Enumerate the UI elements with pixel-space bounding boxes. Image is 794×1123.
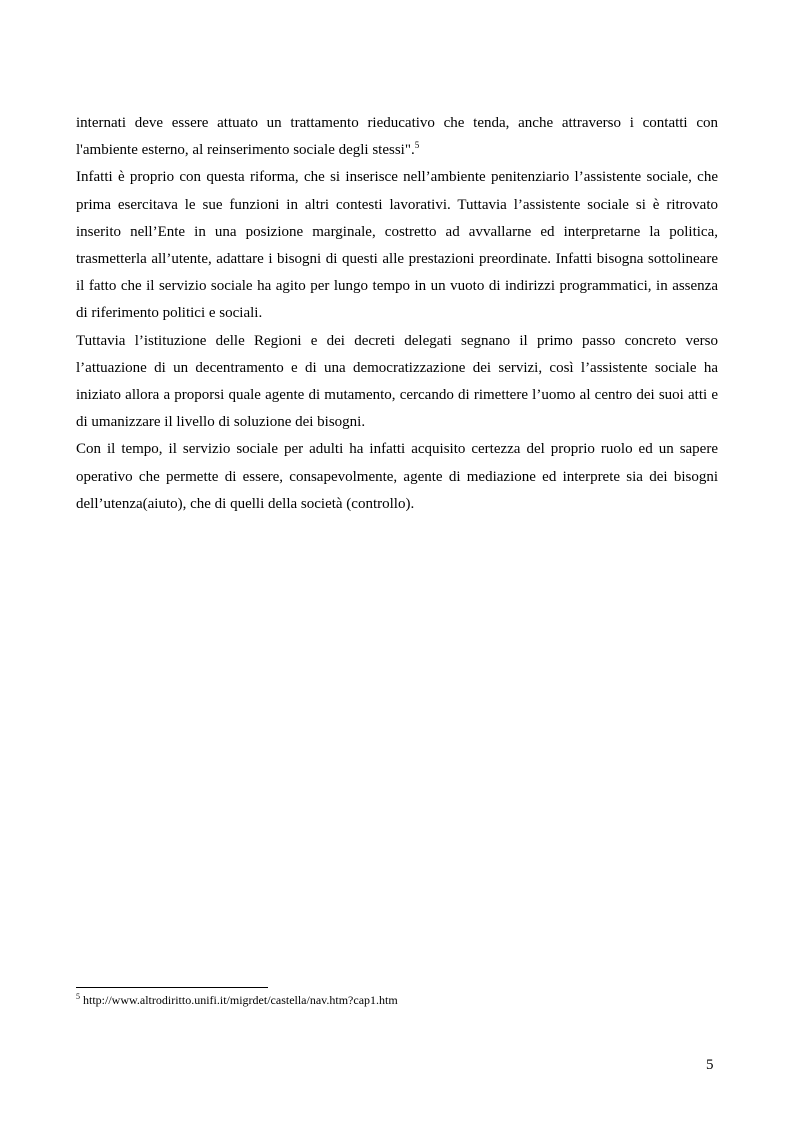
footnote-link[interactable]: http://www.altrodiritto.unifi.it/migrdet/castella/nav.htm?cap1.htm	[80, 993, 398, 1007]
paragraph-2: Infatti è proprio con questa riforma, che si inserisce nell’ambiente penitenziario l’assistente sociale, che prima esercitava le sue funzioni in altri contesti lavorativi. Tuttavia l’assistente sociale si è ritrovato inserito nell’Ente in una posizione marginale, costretto ad avvallarne ed interpretarne la politica, trasmetterla all’utente, adattare i bisogni di questi alle prestazioni preordinate. Infatti bisogna sottolineare il fatto che il servizio sociale ha agito per lungo tempo in un vuoto di indirizzi programmatici, in assenza di riferimento politici e sociali.	[76, 169, 718, 322]
footnote-divider	[76, 987, 268, 988]
paragraph-1	[76, 110, 718, 164]
paragraph-1-text: internati deve essere attuato un trattamento rieducativo che tenda, anche attraverso i contatti con l'ambiente esterno, al reinserimento sociale degli stessi".	[76, 115, 718, 159]
main-text	[76, 110, 718, 518]
paragraph-3: Tuttavia l’istituzione delle Regioni e dei decreti delegati segnano il primo passo concreto verso l’attuazione di un decentramento e di una democratizzazione dei servizi, così l’assistente sociale ha iniziato allora a proporsi quale agente di mutamento, cercando di rimettere l’uomo al centro dei suoi atti e di umanizzare il livello di soluzione dei bisogni.	[76, 332, 718, 431]
footnote	[76, 992, 398, 1008]
footnote-number: 5	[76, 992, 80, 1001]
paragraph-4: Con il tempo, il servizio sociale per adulti ha infatti acquisito certezza del proprio ruolo ed un sapere operativo che permette di essere, consapevolmente, agente di mediazione ed interprete sia dei bisogni dell’utenza(aiuto), che di quelli della società (controllo).	[76, 441, 718, 512]
footnote-reference[interactable]: 5	[414, 140, 420, 151]
page-number: 5	[706, 1057, 714, 1073]
